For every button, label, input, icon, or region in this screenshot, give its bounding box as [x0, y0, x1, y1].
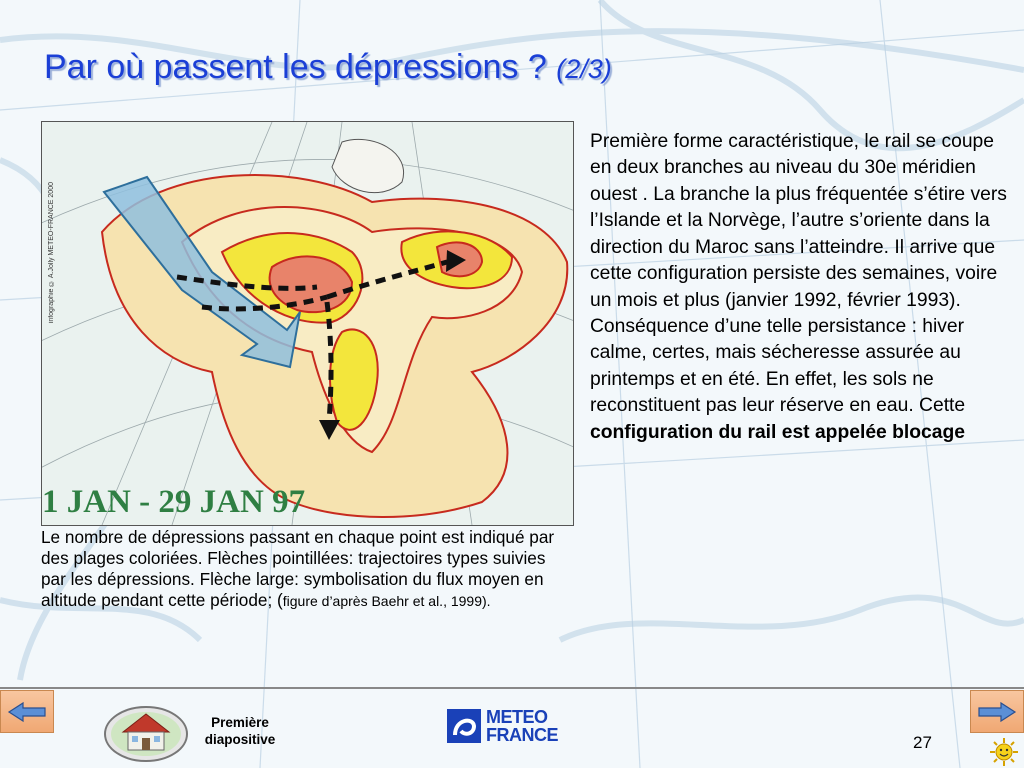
title-part-indicator: (2/3): [556, 54, 612, 84]
previous-slide-button[interactable]: [0, 690, 54, 733]
map-graphic: [42, 122, 573, 525]
meteo-france-logo: [447, 708, 558, 744]
body-paragraph: Première forme caractéristique, le rail se coupe en deux branches au niveau du 30e méridien ouest . La branche la plus fréquentée s’étire vers l’Islande et la Norvège, l’autre s’oriente dans la direction du Maroc sans l’atteindre. Il arrive que cette configuration persiste des semaines, voire un mois et plus (janvier 1992, février 1993). Conséquence d’une telle persistance : hiver calme, certes, mais sécheresse assurée au printemps et en été. En effet, les sols ne reconstituent pas leur réserve en eau. Cette: [590, 131, 1007, 417]
first-slide-label-line2: diapositive: [204, 731, 276, 747]
logo-line-1: METEO: [486, 707, 548, 727]
slide-title: [44, 48, 612, 87]
caption-main: Le nombre de dépressions passant en chaque point est indiqué par des plages coloriées. Flèches pointillées: trajectoires types suivies par les dépressions. Flèche large: symbolisation du flux moyen en altitude pendant cette période; (: [41, 527, 555, 610]
depression-density-map: [41, 121, 574, 526]
slide-number: 27: [913, 733, 932, 752]
logo-text: [486, 708, 558, 744]
logo-line-2: FRANCE: [486, 725, 558, 745]
footer-divider: [0, 687, 1024, 689]
arrow-left-icon: [7, 701, 47, 723]
first-slide-label[interactable]: [190, 715, 290, 749]
map-caption: [41, 527, 566, 611]
first-slide-label-line1: Première: [211, 715, 269, 730]
sun-icon: [988, 737, 1020, 767]
map-date-label: 1 JAN - 29 JAN 97: [42, 484, 306, 520]
title-main: Par où passent les dépressions ?: [44, 48, 547, 86]
next-slide-button[interactable]: [970, 690, 1024, 733]
meteo-france-emblem-icon: [447, 709, 481, 743]
arrow-right-icon: [977, 701, 1017, 723]
slide-body-text: [590, 129, 1014, 446]
map-credit: infographie © A.Jolly METEO-FRANCE 2000: [48, 182, 55, 324]
house-icon: [103, 702, 189, 762]
first-slide-button[interactable]: [103, 702, 189, 762]
body-emphasis: configuration du rail est appelée blocage: [590, 421, 965, 443]
caption-source: figure d’après Baehr et al., 1999).: [282, 592, 491, 609]
